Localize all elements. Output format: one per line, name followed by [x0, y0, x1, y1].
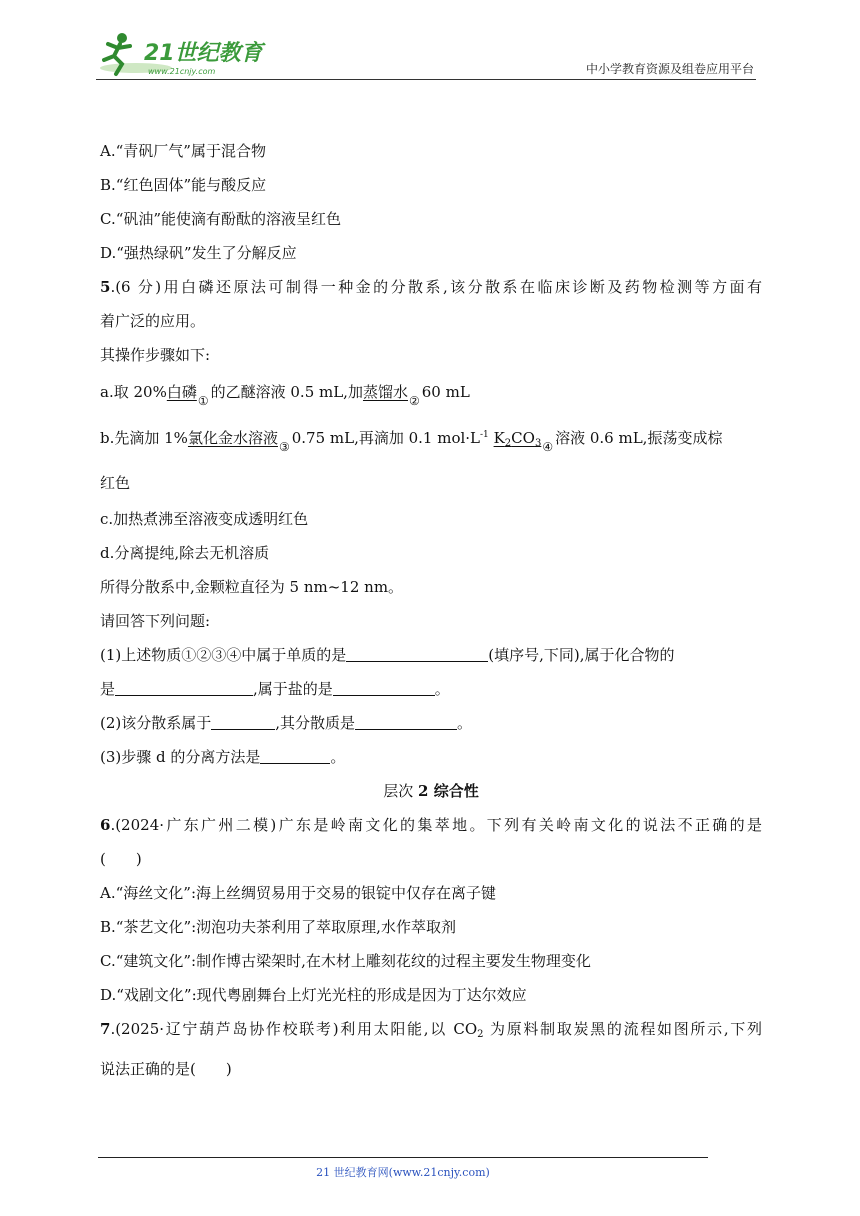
- marker-3: ③: [278, 440, 290, 454]
- q6-stem-line1: [100, 808, 762, 842]
- q4-option-c: C.“矾油”能使滴有酚酞的溶液呈红色: [100, 210, 342, 228]
- answer-blank-separation[interactable]: [260, 747, 330, 764]
- answer-blank-salts[interactable]: [333, 679, 435, 696]
- answer-blank-dispersion-type[interactable]: [211, 713, 275, 730]
- q6-stem-line2: ( ): [100, 850, 142, 868]
- section-heading-level: 2 综合性: [418, 782, 479, 800]
- q5-sub1-line2: [100, 672, 762, 706]
- q5-step-d: d.分离提纯,除去无机溶质: [100, 544, 270, 562]
- unit-superscript: -1: [480, 430, 489, 440]
- runner-logo-icon: [96, 30, 266, 80]
- q7-stem-text-b: 为原料制取炭黑的流程如图所示,下列: [483, 1020, 762, 1038]
- marker-1: ①: [197, 394, 209, 408]
- sub2-text-1: (2)该分散系属于: [100, 714, 212, 732]
- footer-divider: [98, 1157, 708, 1158]
- step-a-text-3: 60 mL: [421, 383, 470, 401]
- footer-link[interactable]: 21 世纪教育网(www.21cnjy.com): [316, 1166, 490, 1179]
- k2co3-sub-3: 3: [534, 438, 542, 449]
- q5-ask: 请回答下列问题:: [100, 612, 211, 630]
- q5-sub1-line1: [100, 638, 762, 672]
- q5-sub2: [100, 706, 762, 740]
- step-a-text-2: 的乙醚溶液 0.5 mL,加: [210, 383, 363, 401]
- white-phosphorus-term: 白磷: [166, 383, 197, 401]
- k2co3-k: K: [493, 429, 505, 447]
- q5-stem-line2: 着广泛的应用。: [100, 312, 206, 330]
- q5-step-a: [100, 372, 762, 413]
- answer-blank-dispersed-phase[interactable]: [355, 713, 457, 730]
- q6-option-a: A.“海丝文化”:海上丝绸贸易用于交易的银锭中仅存在离子键: [100, 884, 496, 902]
- q5-step-c: c.加热煮沸至溶液变成透明红色: [100, 510, 309, 528]
- sub1-text-3: 是: [100, 680, 116, 698]
- header-divider: [96, 79, 756, 80]
- distilled-water-term: 蒸馏水: [362, 383, 408, 401]
- sub1-text-4: ,属于盐的是: [253, 680, 333, 698]
- step-a-text-1: a.取 20%: [100, 383, 167, 401]
- q5-result: 所得分散系中,金颗粒直径为 5 nm~12 nm。: [100, 578, 404, 596]
- step-b-text-3: 溶液 0.6 mL,振荡变成棕: [555, 429, 723, 447]
- q5-stem-line1: [100, 270, 762, 304]
- potassium-carbonate-term: [494, 429, 542, 447]
- q4-option-d: D.“强热绿矾”发生了分解反应: [100, 244, 297, 262]
- q5-step-b: [100, 413, 762, 466]
- q6-option-d: D.“戏剧文化”:现代粤剧舞台上灯光光柱的形成是因为丁达尔效应: [100, 986, 527, 1004]
- sub3-text-1: (3)步骤 d 的分离方法是: [100, 748, 261, 766]
- section-heading-text: 层次: [383, 782, 419, 800]
- logo-url: www.21cnjy.com: [148, 67, 216, 76]
- q5-step-b-cont: 红色: [100, 474, 131, 492]
- logo-text: 21世纪教育: [144, 41, 263, 66]
- q6-option-b: B.“茶艺文化”:沏泡功夫茶利用了萃取原理,水作萃取剂: [100, 918, 456, 936]
- q7-number: 7: [100, 1020, 111, 1038]
- q5-steps-intro: 其操作步骤如下:: [100, 346, 211, 364]
- sub2-text-2: ,其分散质是: [275, 714, 356, 732]
- q6-option-c: C.“建筑文化”:制作博古梁架时,在木材上雕刻花纹的过程主要发生物理变化: [100, 952, 591, 970]
- k2co3-co: CO: [511, 429, 535, 447]
- co2-subscript: 2: [477, 1029, 484, 1040]
- step-b-text-1: b.先滴加 1%: [100, 429, 188, 447]
- q4-option-a: A.“青矾厂气”属于混合物: [100, 142, 266, 160]
- site-logo[interactable]: [96, 30, 266, 80]
- answer-blank-elements[interactable]: [346, 645, 488, 662]
- q5-sub3: [100, 740, 762, 774]
- q5-number: 5: [100, 278, 111, 296]
- page-content: [100, 134, 762, 1086]
- q6-number: 6: [100, 816, 111, 834]
- gold-chloride-term: 氯化金水溶液: [187, 429, 278, 447]
- q6-stem-text: .(2024·广东广州二模)广东是岭南文化的集萃地。下列有关岭南文化的说法不正确的是: [110, 816, 762, 834]
- q7-stem-text-a: .(2025·辽宁葫芦岛协作校联考)利用太阳能,以 CO: [110, 1020, 478, 1038]
- sub1-text-2: (填序号,下同),属于化合物的: [488, 646, 675, 664]
- q4-option-b: B.“红色固体”能与酸反应: [100, 176, 267, 194]
- sub1-text-1: (1)上述物质①②③④中属于单质的是: [100, 646, 347, 664]
- marker-2: ②: [408, 394, 420, 408]
- sub3-text-2: 。: [330, 748, 346, 766]
- q5-stem-text: .(6 分)用白磷还原法可制得一种金的分散系,该分散系在临床诊断及药物检测等方面有: [110, 278, 762, 296]
- q7-stem-line1: [100, 1012, 762, 1052]
- sub2-text-3: 。: [457, 714, 473, 732]
- site-tagline: 中小学教育资源及组卷应用平台: [585, 62, 754, 76]
- marker-4: ④: [542, 440, 554, 454]
- answer-blank-compounds[interactable]: [115, 679, 253, 696]
- sub1-text-5: 。: [434, 680, 450, 698]
- page-header: [0, 0, 860, 90]
- section-heading: [100, 774, 762, 808]
- q7-stem-line2: 说法正确的是( ): [100, 1060, 232, 1078]
- k2co3-sub-2: 2: [504, 438, 512, 449]
- step-b-text-2: 0.75 mL,再滴加 0.1 mol·L: [291, 429, 481, 447]
